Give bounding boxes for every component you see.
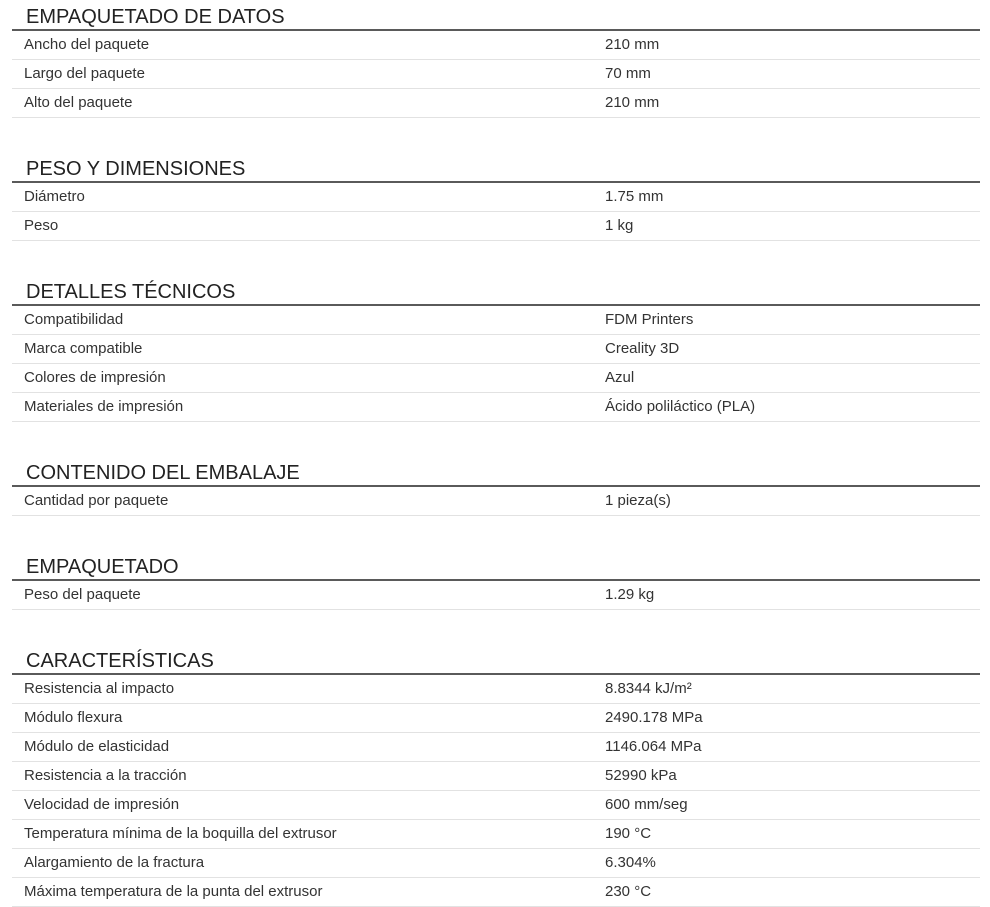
spec-row [12,704,980,733]
spec-label: Colores de impresión [24,369,166,386]
section-title: PESO Y DIMENSIONES [12,156,980,183]
spec-label: Ancho del paquete [24,36,150,53]
spec-value: 6.304% [605,854,656,871]
section-packaging-data [12,4,980,118]
spec-row [12,364,980,393]
spec-row [12,878,980,907]
section-title: EMPAQUETADO [12,554,980,581]
spec-label: Peso [24,217,59,234]
spec-row [12,335,980,364]
spec-value: 1.29 kg [605,586,655,603]
section-title: CARACTERÍSTICAS [12,648,980,675]
spec-value: Creality 3D [605,340,680,357]
spec-label: Alto del paquete [24,94,133,111]
section-packaging [12,554,980,610]
spec-label: Módulo flexura [24,709,123,726]
spec-value: 210 mm [605,94,660,111]
spec-value: Ácido poliláctico (PLA) [605,398,756,415]
spec-row [12,675,980,704]
spec-label: Peso del paquete [24,586,141,603]
section-characteristics [12,648,980,907]
spec-row [12,393,980,422]
spec-label: Resistencia al impacto [24,680,175,697]
spec-row [12,31,980,60]
spec-row [12,487,980,516]
spec-label: Resistencia a la tracción [24,767,187,784]
spec-label: Largo del paquete [24,65,145,82]
spec-label: Cantidad por paquete [24,492,169,509]
section-weight-dimensions [12,156,980,241]
section-technical-details [12,279,980,422]
spec-value: 210 mm [605,36,660,53]
section-title: EMPAQUETADO DE DATOS [12,4,980,31]
spec-value: FDM Printers [605,311,694,328]
spec-row [12,820,980,849]
spec-row [12,791,980,820]
spec-value: 8.8344 kJ/m² [605,680,692,697]
spec-value: Azul [605,369,635,386]
spec-label: Módulo de elasticidad [24,738,170,755]
spec-row [12,89,980,118]
section-title: DETALLES TÉCNICOS [12,279,980,306]
spec-label: Temperatura mínima de la boquilla del extrusor [24,825,337,842]
spec-value: 1.75 mm [605,188,664,205]
spec-value: 190 °C [605,825,652,842]
spec-value: 2490.178 MPa [605,709,703,726]
spec-label: Compatibilidad [24,311,124,328]
spec-label: Alargamiento de la fractura [24,854,205,871]
spec-value: 52990 kPa [605,767,677,784]
spec-value: 1 kg [605,217,634,234]
spec-value: 600 mm/seg [605,796,688,813]
spec-row [12,212,980,241]
section-title: CONTENIDO DEL EMBALAJE [12,460,980,487]
spec-label: Velocidad de impresión [24,796,180,813]
spec-value: 230 °C [605,883,652,900]
spec-row [12,581,980,610]
spec-row [12,306,980,335]
spec-value: 1146.064 MPa [605,738,702,755]
section-package-contents [12,460,980,516]
spec-row [12,733,980,762]
spec-value: 1 pieza(s) [605,492,671,509]
spec-row [12,849,980,878]
spec-row [12,60,980,89]
spec-label: Marca compatible [24,340,143,357]
spec-row [12,183,980,212]
spec-label: Diámetro [24,188,85,205]
spec-row [12,762,980,791]
spec-value: 70 mm [605,65,651,82]
spec-label: Materiales de impresión [24,398,184,415]
spec-label: Máxima temperatura de la punta del extrusor [24,883,323,900]
